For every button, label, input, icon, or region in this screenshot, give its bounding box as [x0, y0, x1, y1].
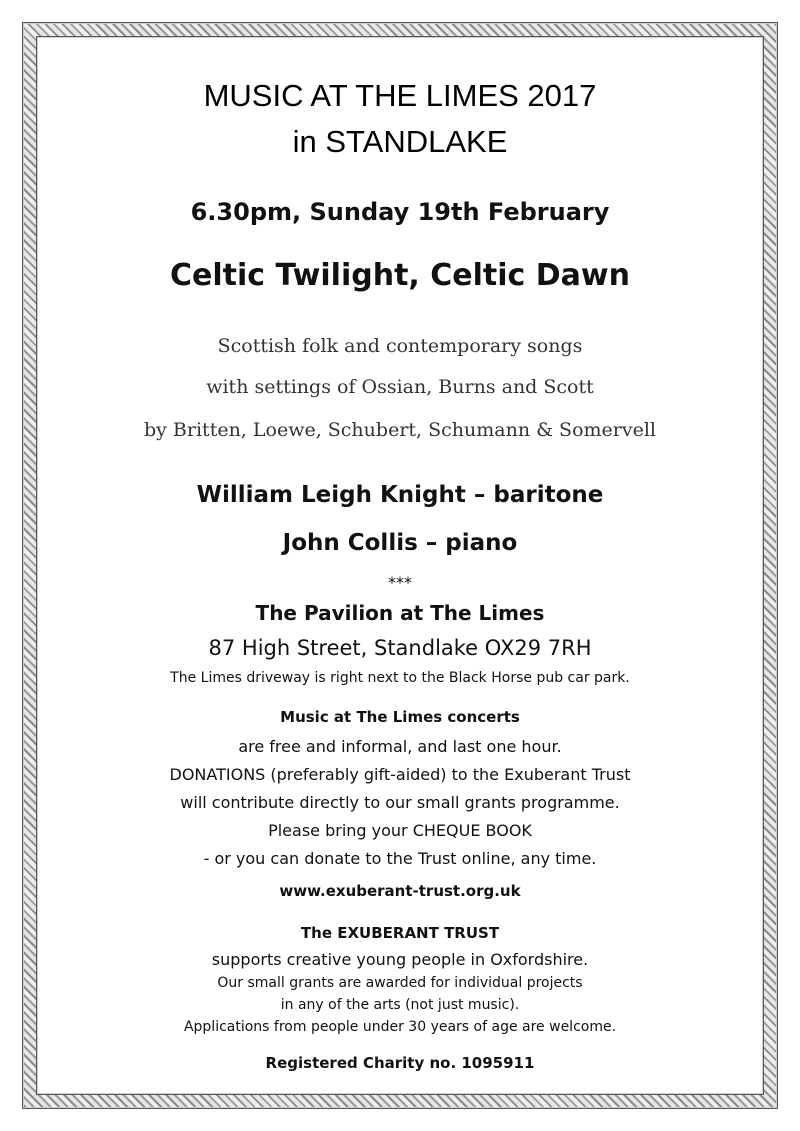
website-link[interactable]: www.exuberant-trust.org.uk — [279, 882, 521, 900]
info-line: are free and informal, and last one hour. — [238, 737, 562, 756]
performer-baritone: William Leigh Knight – baritone — [196, 482, 604, 508]
info-line: DONATIONS (preferably gift-aided) to the Exuberant Trust — [169, 765, 631, 784]
trust-line: Our small grants are awarded for individual projects — [217, 975, 583, 991]
info-heading: Music at The Limes concerts — [280, 708, 520, 726]
info-line: will contribute directly to our small grants programme. — [180, 793, 620, 812]
venue-address: 87 High Street, Standlake OX29 7RH — [208, 636, 592, 660]
separator: *** — [388, 573, 412, 592]
trust-line: in any of the arts (not just music). — [280, 997, 520, 1013]
charity-number: Registered Charity no. 1095911 — [265, 1054, 535, 1072]
trust-line: Applications from people under 30 years of age are welcome. — [183, 1019, 617, 1035]
venue-directions: The Limes driveway is right next to the Black Horse pub car park. — [170, 670, 630, 686]
concert-title: Celtic Twilight, Celtic Dawn — [170, 258, 630, 293]
trust-heading: The EXUBERANT TRUST — [300, 924, 500, 942]
info-line: - or you can donate to the Trust online, any time. — [203, 849, 597, 868]
performer-piano: John Collis – piano — [282, 530, 518, 556]
trust-tagline: supports creative young people in Oxfordshire. — [211, 950, 589, 969]
description-line: with settings of Ossian, Burns and Scott — [206, 376, 594, 398]
poster-title: MUSIC AT THE LIMES 2017 — [203, 78, 597, 113]
info-line: Please bring your CHEQUE BOOK — [268, 821, 532, 840]
description-line: by Britten, Loewe, Schubert, Schumann & Somervell — [144, 419, 656, 441]
description-line: Scottish folk and contemporary songs — [217, 335, 583, 357]
venue-name: The Pavilion at The Limes — [255, 601, 545, 625]
poster-subtitle: in STANDLAKE — [292, 124, 508, 159]
event-datetime: 6.30pm, Sunday 19th February — [190, 198, 610, 226]
